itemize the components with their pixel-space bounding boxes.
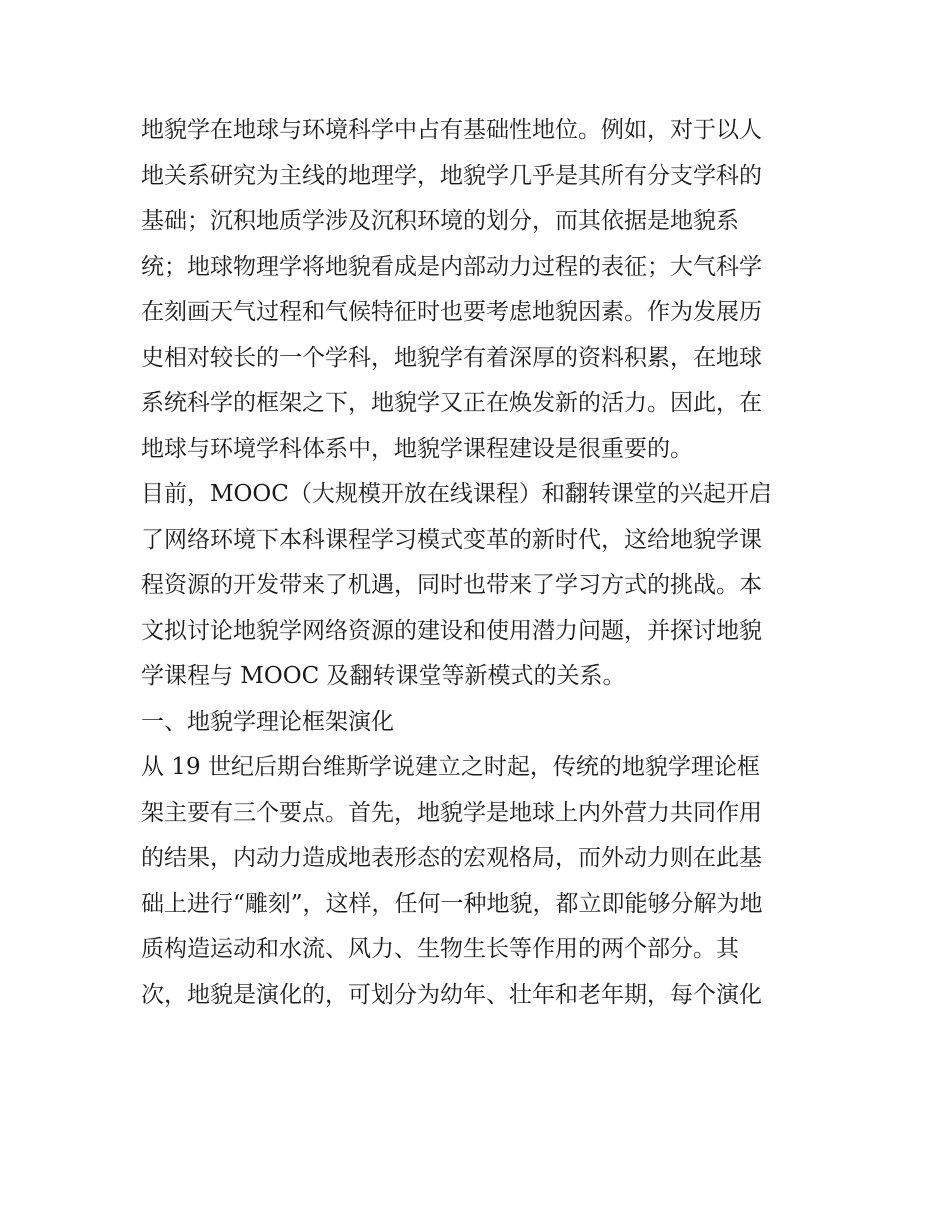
paragraph-line: 基础；沉积地质学涉及沉积环境的划分，而其依据是地貌系 xyxy=(141,208,739,234)
paragraph-line: 了网络环境下本科课程学习模式变革的新时代，这给地貌学课 xyxy=(141,526,762,553)
paragraph-line: 地关系研究为主线的地理学，地貌学几乎是其所有分支学科的 xyxy=(141,162,762,189)
paragraph-line: 统；地球物理学将地貌看成是内部动力过程的表征；大气科学 xyxy=(141,253,762,280)
paragraph-line: 程资源的开发带来了机遇，同时也带来了学习方式的挑战。本 xyxy=(141,572,762,598)
paragraph-line: 础上进行“雕刻”，这样，任何一种地貌，都立即能够分解为地 xyxy=(141,890,763,917)
paragraph-line: 次，地貌是演化的，可划分为幼年、壮年和老年期，每个演化 xyxy=(141,981,762,1008)
document-body xyxy=(141,108,821,1018)
paragraph-line: 地球与环境学科体系中，地貌学课程建设是很重要的。 xyxy=(141,435,693,462)
paragraph-line: 从 19 世纪后期台维斯学说建立之时起，传统的地貌学理论框 xyxy=(141,754,760,780)
paragraph-line: 文拟讨论地貌学网络资源的建设和使用潜力问题，并探讨地貌 xyxy=(141,617,762,644)
paragraph-line: 地貌学在地球与环境科学中占有基础性地位。例如，对于以人 xyxy=(141,117,762,143)
section-heading: 一、地貌学理论框架演化 xyxy=(141,708,394,735)
paragraph-line: 的结果，内动力造成地表形态的宏观格局，而外动力则在此基 xyxy=(141,845,762,871)
paragraph-line: 学课程与 MOOC 及翻转课堂等新模式的关系。 xyxy=(141,663,626,689)
paragraph-line: 架主要有三个要点。首先，地貌学是地球上内外营力共同作用 xyxy=(141,799,762,826)
paragraph-line: 在刻画天气过程和气候特征时也要考虑地貌因素。作为发展历 xyxy=(141,299,762,325)
paragraph-line: 系统科学的框架之下，地貌学又正在焕发新的活力。因此，在 xyxy=(141,390,762,416)
paragraph-line: 史相对较长的一个学科，地貌学有着深厚的资料积累，在地球 xyxy=(141,344,762,371)
paragraph-line: 目前，MOOC（大规模开放在线课程）和翻转课堂的兴起开启 xyxy=(141,481,772,507)
paragraph-line: 质构造运动和水流、风力、生物生长等作用的两个部分。其 xyxy=(141,936,739,962)
